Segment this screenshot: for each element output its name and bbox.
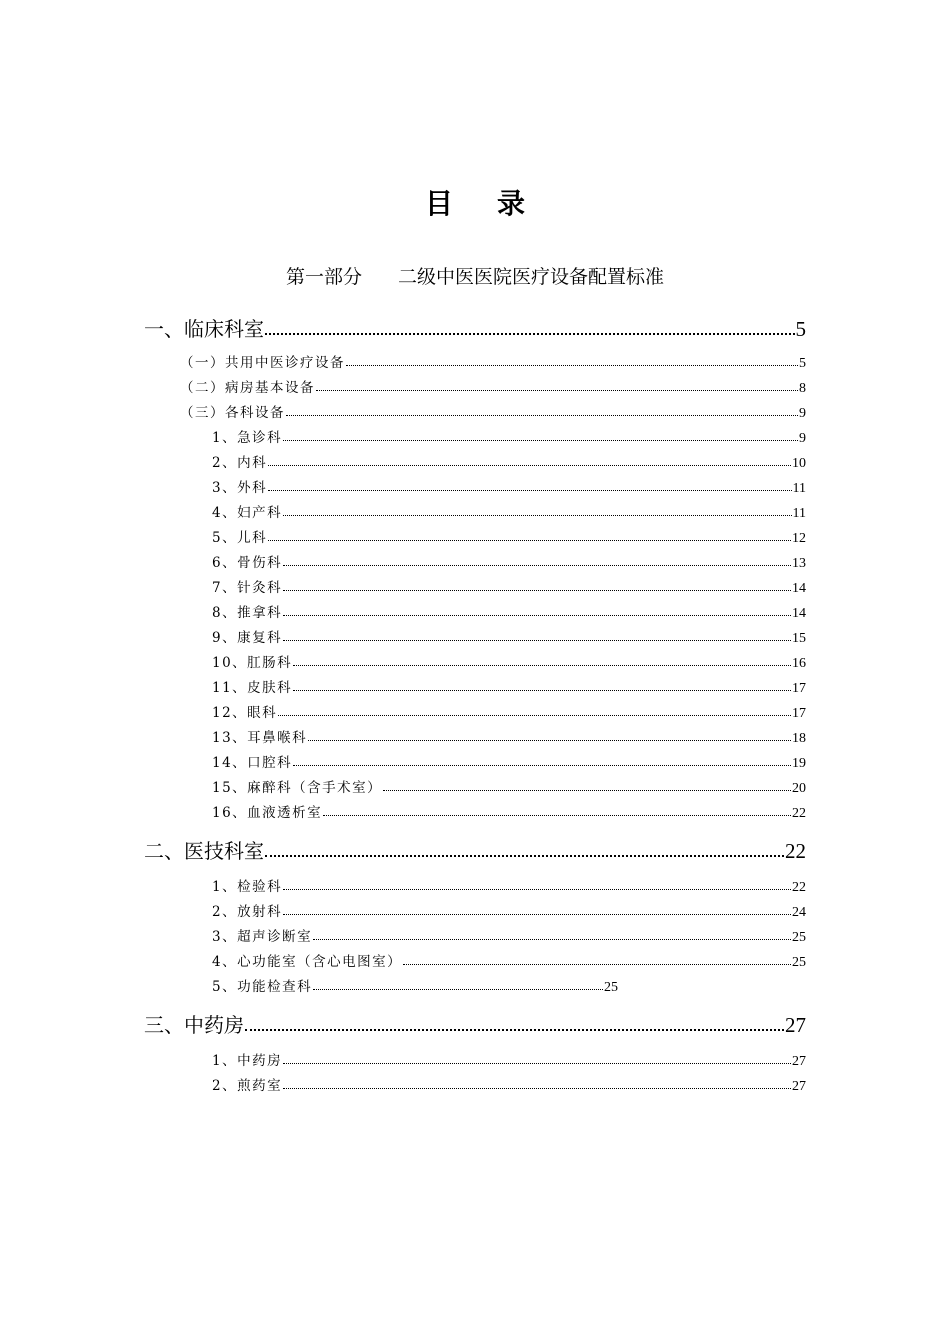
dot-leader (383, 790, 791, 791)
toc-entry[interactable] (212, 726, 806, 746)
toc-page-number: 22 (792, 806, 806, 821)
toc-page-number: 11 (792, 506, 806, 521)
toc-page-number: 25 (604, 980, 618, 995)
toc-entry-label: 4、妇产科 (212, 505, 283, 521)
toc-entry-label: 6、骨伤科 (212, 555, 283, 571)
toc-entry-label: 4、心功能室（含心电图室） (212, 954, 403, 970)
toc-subsection[interactable] (180, 401, 806, 421)
toc-entry-label: 3、外科 (212, 480, 268, 496)
toc-page-number: 12 (792, 531, 806, 546)
toc-section[interactable] (144, 835, 806, 861)
toc-section-label: 一、临床科室 (144, 317, 264, 341)
toc-entry-label: 5、功能检查科 (212, 979, 313, 995)
toc-entry-label: 2、煎药室 (212, 1078, 283, 1094)
toc-page-number: 16 (792, 656, 806, 671)
toc-entry[interactable] (212, 1049, 806, 1069)
toc-entry-label: （一）共用中医诊疗设备 (180, 355, 345, 371)
toc-entry[interactable] (212, 875, 806, 895)
page-title-right: 录 (497, 187, 526, 220)
dot-leader (313, 939, 791, 940)
dot-leader (293, 690, 791, 691)
part-label: 第一部分 (285, 266, 362, 288)
toc-entry-label: 1、中药房 (212, 1053, 283, 1069)
dot-leader (265, 333, 795, 335)
toc-page-number: 17 (792, 681, 806, 696)
toc-page-number: 14 (792, 606, 806, 621)
dot-leader (283, 1063, 791, 1064)
toc-entry-label: （二）病房基本设备 (180, 380, 315, 396)
toc-page-number: 13 (792, 556, 806, 571)
toc-entry[interactable] (212, 576, 806, 596)
toc-entry[interactable] (212, 801, 806, 821)
toc-page-number: 18 (792, 731, 806, 746)
toc-entry-label: 3、超声诊断室 (212, 929, 313, 945)
toc-entry-label: 2、内科 (212, 455, 268, 471)
toc-entry-label: 5、儿科 (212, 530, 268, 546)
toc-entry-label: 14、口腔科 (212, 755, 293, 771)
toc-page-number: 20 (792, 781, 806, 796)
toc-entry-label: 16、血液透析室 (212, 805, 323, 821)
toc-page-number: 22 (785, 839, 806, 863)
dot-leader (403, 964, 791, 965)
toc-entry[interactable] (212, 501, 806, 521)
toc-section[interactable] (144, 313, 806, 339)
part-name: 二级中医医院医疗设备配置标准 (398, 266, 665, 288)
toc-entry[interactable] (212, 701, 806, 721)
toc-page-number: 11 (792, 481, 806, 496)
toc-entry-label: 9、康复科 (212, 630, 283, 646)
toc-entry[interactable] (212, 651, 806, 671)
dot-leader (283, 565, 791, 566)
toc-entry[interactable] (212, 751, 806, 771)
page-title-left: 目 (424, 187, 453, 220)
toc-entry[interactable] (212, 476, 806, 496)
dot-leader (293, 765, 791, 766)
toc-entry-label: 12、眼科 (212, 705, 278, 721)
toc-page-number: 25 (792, 955, 806, 970)
toc-page-number: 8 (799, 381, 806, 396)
dot-leader (283, 515, 791, 516)
dot-leader (283, 914, 791, 915)
toc-page-number: 24 (792, 905, 806, 920)
toc-entry[interactable] (212, 975, 618, 995)
toc-section-label: 三、中药房 (144, 1013, 244, 1037)
toc-entry-label: 1、急诊科 (212, 430, 283, 446)
dot-leader (245, 1029, 784, 1031)
dot-leader (283, 615, 791, 616)
toc-page-number: 5 (799, 356, 806, 371)
dot-leader (283, 889, 791, 890)
toc-page-number: 22 (792, 880, 806, 895)
dot-leader (268, 465, 791, 466)
toc-entry-label: 2、放射科 (212, 904, 283, 920)
toc-subsection[interactable] (180, 376, 806, 396)
dot-leader (293, 665, 791, 666)
toc-entry[interactable] (212, 526, 806, 546)
toc-entry[interactable] (212, 601, 806, 621)
toc-entry-label: 8、推拿科 (212, 605, 283, 621)
toc-entry[interactable] (212, 626, 806, 646)
toc-page-number: 25 (792, 930, 806, 945)
dot-leader (308, 740, 791, 741)
toc-entry[interactable] (212, 1074, 806, 1094)
toc-entry[interactable] (212, 426, 806, 446)
dot-leader (268, 540, 791, 541)
toc-entry-label: 11、皮肤科 (212, 680, 293, 696)
dot-leader (323, 815, 791, 816)
dot-leader (268, 490, 791, 491)
toc-entry[interactable] (212, 925, 806, 945)
dot-leader (283, 590, 791, 591)
toc-page-number: 9 (799, 431, 806, 446)
dot-leader (265, 855, 784, 857)
dot-leader (316, 390, 798, 391)
toc-entry[interactable] (212, 776, 806, 796)
dot-leader (283, 640, 791, 641)
toc-entry[interactable] (212, 551, 806, 571)
toc-entry-label: 13、耳鼻喉科 (212, 730, 308, 746)
toc-entry[interactable] (212, 950, 806, 970)
toc-section[interactable] (144, 1009, 806, 1035)
toc-page-number: 27 (792, 1054, 806, 1069)
dot-leader (278, 715, 791, 716)
toc-page-number: 10 (792, 456, 806, 471)
toc-subsection[interactable] (180, 351, 806, 371)
toc-page-number: 5 (795, 317, 806, 341)
toc-page-number: 27 (792, 1079, 806, 1094)
toc-page-number: 14 (792, 581, 806, 596)
dot-leader (346, 365, 798, 366)
toc-page-number: 17 (792, 706, 806, 721)
toc-entry-label: 10、肛肠科 (212, 655, 293, 671)
toc-entry[interactable] (212, 900, 806, 920)
toc-entry-label: 7、针灸科 (212, 580, 283, 596)
toc-page-number: 19 (792, 756, 806, 771)
toc-entry-label: （三）各科设备 (180, 405, 285, 421)
toc-page-number: 15 (792, 631, 806, 646)
toc-page-number: 9 (799, 406, 806, 421)
toc-entry-label: 15、麻醉科（含手术室） (212, 780, 383, 796)
dot-leader (283, 440, 798, 441)
toc-section-label: 二、医技科室 (144, 839, 264, 863)
dot-leader (283, 1088, 791, 1089)
dot-leader (313, 989, 603, 990)
dot-leader (286, 415, 798, 416)
toc-entry[interactable] (212, 451, 806, 471)
toc-entry-label: 1、检验科 (212, 879, 283, 895)
toc-page-number: 27 (785, 1013, 806, 1037)
toc-entry[interactable] (212, 676, 806, 696)
